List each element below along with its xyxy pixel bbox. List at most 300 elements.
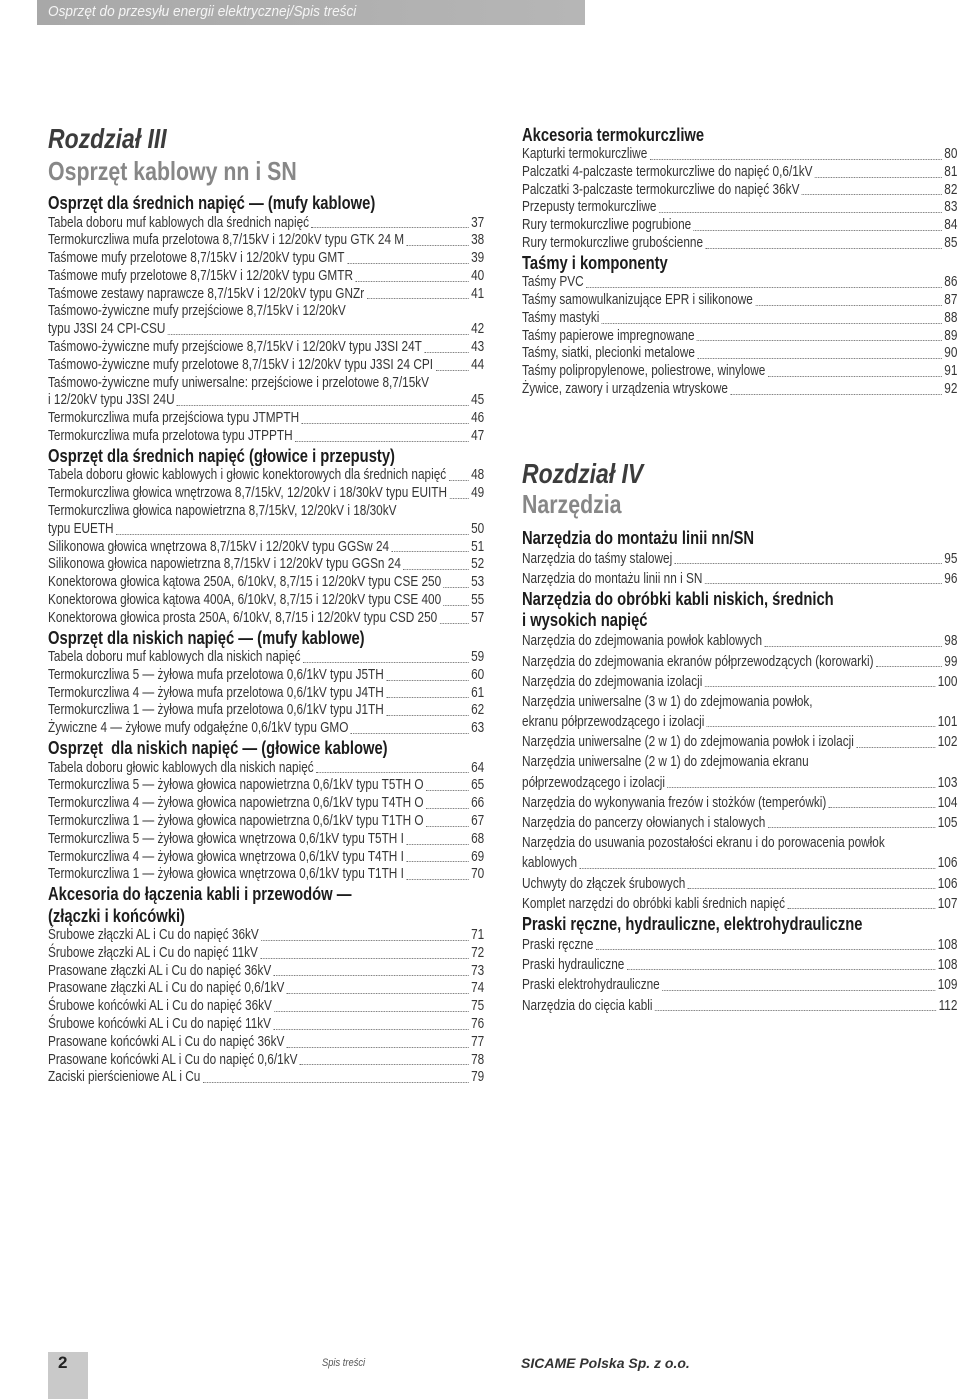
toc-entry-title: Narzędzia do taśmy stalowej: [522, 550, 673, 567]
toc-entry: [522, 894, 957, 914]
toc-entry-page: 47: [471, 428, 485, 445]
toc-entry-title: Taśmy polipropylenowe, poliestrowe, winylowe: [522, 363, 766, 380]
toc-entry: [48, 777, 484, 795]
dot-leader: [675, 563, 942, 564]
toc-entry-page: 42: [471, 321, 485, 338]
toc-entry-page: 43: [471, 339, 485, 356]
toc-entry: [48, 831, 484, 849]
dot-leader: [392, 551, 469, 552]
dot-leader: [586, 287, 942, 288]
toc-entry-title: Zaciski pierścieniowe AL i Cu: [48, 1069, 201, 1086]
toc-entry-page: 45: [471, 392, 485, 409]
toc-entry-title: Taśmy samowulkanizujące EPR i silikonowe: [522, 292, 753, 309]
dot-leader: [386, 680, 468, 681]
toc-entry-title: Prasowane końcówki AL i Cu do napięć 0,6/1kV: [48, 1051, 298, 1068]
section-heading: Narzędzia do obróbki kabli niskich, średnich: [522, 589, 834, 610]
dot-leader: [788, 908, 936, 909]
toc-entry: [522, 935, 957, 955]
toc-entry-title: Termokurczliwa 4 — żyłowa mufa przelotowa 0,6/1kV typu J4TH: [48, 684, 384, 701]
toc-entry: [48, 1069, 484, 1087]
toc-entry-page: 64: [471, 759, 485, 776]
toc-entry-title: Prasowane końcówki AL i Cu do napięć 36kV: [48, 1033, 285, 1050]
dot-leader: [449, 498, 468, 499]
toc-entry-title: Rury termokurczliwe grubościenne: [522, 234, 704, 251]
toc-column-right-continued: [522, 125, 957, 399]
toc-entry: [48, 1034, 484, 1052]
toc-entry: [48, 574, 484, 592]
toc-entry-page: 74: [471, 980, 485, 997]
dot-leader: [444, 605, 469, 606]
toc-entry-page: 44: [471, 356, 485, 373]
toc-section: [522, 253, 957, 399]
toc-entry-title: Taśmy, siatki, plecionki metalowe: [522, 345, 695, 362]
toc-entry-title: Narzędzia do wykonywania frezów i stożków (temperówki): [522, 794, 827, 811]
toc-entry-title: Taśmowo-żywiczne mufy przelotowe 8,7/15kV i 12/20kV typu J3SI 24 CPI: [48, 356, 434, 373]
toc-entry-page: 55: [471, 591, 485, 608]
dot-leader: [755, 305, 942, 306]
toc-entry-title: Śrubowe złączki AL i Cu do napięć 11kV: [48, 944, 258, 961]
toc-entry-line: [522, 833, 957, 853]
toc-entry: [48, 702, 484, 720]
toc-entry: [48, 392, 484, 410]
dot-leader: [316, 772, 469, 773]
toc-entry-title: Śrubowe złączki AL i Cu do napięć 36kV: [48, 927, 259, 944]
toc-entry-page: 80: [944, 146, 958, 162]
toc-entry-title: Komplet narzędzi do obróbki kabli średnich napięć: [522, 895, 786, 912]
dot-leader: [355, 281, 468, 282]
toc-entry: [522, 631, 957, 651]
toc-entry: [522, 363, 957, 381]
dot-leader: [768, 376, 942, 377]
toc-entry: [48, 521, 484, 539]
toc-entry-page: 50: [471, 520, 485, 537]
dot-leader: [403, 569, 468, 570]
section-heading: Praski ręczne, hydrauliczne, elektrohydrauliczne: [522, 914, 863, 934]
toc-entry: [522, 569, 957, 589]
toc-entry-page: 102: [937, 734, 958, 751]
toc-entry-page: 88: [944, 309, 958, 326]
dot-leader: [261, 940, 468, 941]
toc-entry-page: 106: [937, 875, 958, 892]
toc-entry-title: Taśmowo-żywiczne mufy przejściowe 8,7/15kV i 12/20kV typu J3SI 24T: [48, 339, 422, 356]
toc-entry-page: 48: [471, 467, 485, 484]
dot-leader: [424, 352, 468, 353]
toc-entry-title: Termokurczliwa 4 — żyłowa głowica napowietrzna 0,6/1kV typu T4TH O: [48, 795, 424, 812]
dot-leader: [856, 747, 935, 748]
dot-leader: [407, 245, 469, 246]
dot-leader: [688, 888, 935, 889]
toc-entry-page: 90: [944, 345, 958, 362]
toc-entry: [522, 235, 957, 253]
toc-entry: [522, 199, 957, 217]
toc-entry-title: Palczatki 4-palczaste termokurczliwe do napięć 0,6/1kV: [522, 163, 813, 180]
toc-entry-page: 39: [471, 250, 485, 267]
dot-leader: [367, 298, 469, 299]
toc-entry-page: 72: [471, 944, 485, 961]
section-heading: Osprzęt dla niskich napięć — (mufy kablowe): [48, 627, 365, 648]
footer-company-name: SICAME Polska Sp. z o.o.: [521, 1355, 690, 1371]
toc-entry-page: 77: [471, 1033, 485, 1050]
toc-entry: [522, 672, 957, 692]
toc-entry: [48, 963, 484, 981]
toc-entry: [522, 549, 957, 569]
toc-entry-line: [522, 692, 957, 712]
toc-entry: [48, 667, 484, 685]
toc-entry: [48, 720, 484, 738]
dot-leader: [274, 1011, 468, 1012]
toc-entry-page: 86: [944, 274, 958, 291]
footer-section-label: Spis treści: [322, 1357, 366, 1369]
toc-entry: [48, 428, 484, 446]
toc-entry-line: [48, 303, 484, 321]
toc-entry-title: kablowych: [522, 855, 578, 872]
toc-entry-page: 40: [471, 267, 485, 284]
toc-entry: [522, 292, 957, 310]
dot-leader: [287, 993, 469, 994]
toc-entry: [48, 927, 484, 945]
toc-column-left: [48, 193, 484, 1087]
dot-leader: [426, 826, 469, 827]
toc-entry: [522, 164, 957, 182]
toc-entry-title: Termokurczliwa 1 — żyłowa głowica wnętrzowa 0,6/1kV typu T1TH I: [48, 866, 404, 883]
dot-leader: [707, 726, 935, 727]
toc-entry-title: Narzędzia uniwersalne (3 w 1) do zdejmowania powłok,: [522, 693, 813, 710]
toc-entry-title: Termokurczliwa mufa przelotowa 8,7/15kV i 12/20kV typu GTK 24 M: [48, 232, 405, 249]
toc-entry-title: Konektorowa głowica kątowa 400A, 6/10kV, 8,7/15 i 12/20kV typu CSE 400: [48, 591, 442, 608]
toc-entry-page: 87: [944, 292, 958, 309]
toc-entry-page: 100: [937, 673, 958, 690]
toc-entry: [48, 215, 484, 233]
toc-entry-title: Termokurczliwa 5 — żyłowa głowica wnętrzowa 0,6/1kV typu T5TH I: [48, 830, 404, 847]
page-number-box: [48, 1352, 88, 1399]
dot-leader: [168, 334, 469, 335]
dot-leader: [596, 949, 935, 950]
dot-leader: [876, 666, 942, 667]
toc-entry: [522, 217, 957, 235]
toc-entry-page: 95: [944, 550, 958, 567]
toc-entry-page: 65: [471, 777, 485, 794]
toc-section: [48, 738, 484, 884]
toc-entry-title: Śrubowe końcówki AL i Cu do napięć 11kV: [48, 1016, 272, 1033]
toc-entry-page: 106: [937, 855, 958, 872]
toc-entry-page: 59: [471, 649, 485, 666]
running-header: [37, 0, 585, 25]
toc-entry-title: Termokurczliwa 1 — żyłowa mufa przelotowa 0,6/1kV typu J1TH: [48, 702, 384, 719]
toc-entry-page: 112: [938, 997, 958, 1014]
toc-entry-page: 66: [471, 795, 485, 812]
toc-entry: [522, 310, 957, 328]
toc-entry-page: 73: [471, 962, 485, 979]
dot-leader: [705, 686, 935, 687]
toc-column-right: [522, 528, 957, 1016]
toc-entry-title: Narzędzia do zdejmowania izolacji: [522, 673, 703, 690]
dot-leader: [705, 583, 942, 584]
toc-entry-title: Termokurczliwa 5 — żyłowa mufa przelotowa 0,6/1kV typu J5TH: [48, 666, 384, 683]
toc-entry-title: Taśmy PVC: [522, 274, 584, 291]
toc-entry-title: Termokurczliwa mufa przelotowa typu JTPPTH: [48, 428, 293, 445]
toc-entry-title: Termokurczliwa 4 — żyłowa głowica wnętrzowa 0,6/1kV typu T4TH I: [48, 848, 404, 865]
toc-entry: [522, 874, 957, 894]
toc-entry: [48, 592, 484, 610]
toc-entry-page: 70: [471, 866, 485, 883]
toc-entry: [48, 760, 484, 778]
toc-entry-page: 52: [471, 556, 485, 573]
toc-entry-title: Narzędzia do usuwania pozostałości ekranu i do porowacenia powłok: [522, 835, 885, 852]
toc-entry: [48, 268, 484, 286]
toc-entry-page: 91: [944, 363, 958, 380]
toc-entry: [48, 980, 484, 998]
dot-leader: [697, 358, 941, 359]
toc-section: [48, 446, 484, 628]
toc-entry-page: 67: [471, 812, 485, 829]
toc-entry-page: 79: [471, 1069, 485, 1086]
dot-leader: [705, 248, 941, 249]
chapter-title: Narzędzia: [522, 489, 622, 519]
dot-leader: [386, 715, 468, 716]
toc-entry: [522, 381, 957, 399]
toc-entry-page: 98: [944, 633, 958, 650]
toc-entry: [48, 286, 484, 304]
toc-entry: [522, 712, 957, 732]
toc-entry-page: 57: [471, 609, 485, 626]
toc-entry: [48, 467, 484, 485]
toc-entry-page: 96: [944, 571, 958, 588]
toc-entry-title: ekranu półprzewodzącego i izolacji: [522, 714, 705, 731]
toc-section: [522, 528, 957, 589]
dot-leader: [273, 1029, 468, 1030]
toc-entry: [48, 649, 484, 667]
toc-entry-page: 81: [944, 163, 958, 180]
toc-entry-title: Tabela doboru muf kablowych dla niskich napięć: [48, 649, 301, 666]
toc-entry-title: Konektorowa głowica kątowa 250A, 6/10kV, 8,7/15 i 12/20kV typu CSE 250: [48, 574, 442, 591]
toc-section: [48, 884, 484, 1087]
running-header-title: Osprzęt do przesyłu energii elektrycznej/Spis treści: [48, 4, 357, 20]
dot-leader: [274, 975, 469, 976]
toc-entry-page: 37: [471, 214, 485, 231]
toc-entry-page: 75: [471, 998, 485, 1015]
toc-entry-page: 103: [937, 774, 958, 791]
dot-leader: [815, 177, 942, 178]
toc-entry: [48, 998, 484, 1016]
toc-entry-title: Narzędzia do pancerzy ołowianych i stalowych: [522, 815, 766, 832]
dot-leader: [655, 1010, 936, 1011]
toc-entry-page: 76: [471, 1016, 485, 1033]
toc-entry-title: Uchwyty do złączek śrubowych: [522, 875, 686, 892]
toc-entry-page: 63: [471, 720, 485, 737]
toc-entry-title: Taśmowo-żywiczne mufy uniwersalne: przejściowe i przelotowe 8,7/15kV: [48, 374, 430, 391]
section-heading: Akcesoria do łączenia kabli i przewodów —: [48, 884, 352, 905]
dot-leader: [694, 230, 942, 231]
dot-leader: [302, 423, 469, 424]
dot-leader: [440, 623, 469, 624]
toc-entry-title: Termokurczliwa głowica wnętrzowa 8,7/15kV, 12/20kV i 18/30kV typu EUITH: [48, 485, 447, 502]
toc-entry-title: Taśmowe zestawy naprawcze 8,7/15kV i 12/20kV typu GNZr: [48, 285, 365, 302]
toc-entry-title: Rury termokurczliwe pogrubione: [522, 217, 692, 234]
dot-leader: [386, 697, 468, 698]
toc-entry-title: Kapturki termokurczliwe: [522, 146, 648, 162]
toc-entry-page: 82: [944, 181, 958, 198]
dot-leader: [300, 1064, 469, 1065]
dot-leader: [602, 323, 942, 324]
toc-entry-title: Praski ręczne: [522, 936, 594, 953]
toc-entry-title: Narzędzia uniwersalne (2 w 1) do zdejmowania ekranu: [522, 754, 809, 771]
toc-entry: [522, 813, 957, 833]
toc-entry-title: Taśmy papierowe impregnowane: [522, 327, 695, 344]
toc-entry-page: 38: [471, 232, 485, 249]
toc-entry-page: 108: [937, 936, 958, 953]
dot-leader: [312, 227, 469, 228]
toc-entry-title: Żywice, zawory i urządzenia wtryskowe: [522, 381, 728, 398]
toc-entry: [48, 339, 484, 357]
dot-leader: [406, 861, 468, 862]
chapter-label: Rozdział III: [48, 123, 167, 154]
dot-leader: [829, 807, 936, 808]
dot-leader: [116, 534, 469, 535]
toc-entry: [48, 1052, 484, 1070]
dot-leader: [627, 969, 935, 970]
toc-entry: [522, 274, 957, 292]
section-heading: Narzędzia do montażu linii nn/SN: [522, 528, 755, 548]
toc-entry-title: Praski hydrauliczne: [522, 957, 625, 974]
toc-entry-page: 99: [944, 653, 958, 670]
toc-entry: [48, 321, 484, 339]
section-heading: Taśmy i komponenty: [522, 252, 668, 273]
toc-entry-title: Termokurczliwa 1 — żyłowa głowica napowietrzna 0,6/1kV typu T1TH O: [48, 812, 424, 829]
toc-section: [48, 628, 484, 738]
toc-entry: [522, 996, 957, 1016]
toc-entry-page: 108: [937, 957, 958, 974]
toc-entry-title: Przepusty termokurczliwe: [522, 199, 657, 216]
toc-entry-title: Narzędzia uniwersalne (2 w 1) do zdejmowania powłok i izolacji: [522, 734, 854, 751]
toc-entry-title: Palczatki 3-palczaste termokurczliwe do napięć 36kV: [522, 181, 800, 198]
toc-entry-title: Konektorowa głowica prosta 250A, 6/10kV, 8,7/15 i 12/20kV typu CSD 250: [48, 609, 438, 626]
toc-entry-title: Narzędzia do montażu linii nn i SN: [522, 571, 703, 588]
toc-entry-page: 61: [471, 684, 485, 701]
toc-entry-title: typu EUETH: [48, 520, 114, 537]
toc-entry-title: Narzędzia do zdejmowania powłok kablowych: [522, 633, 763, 650]
toc-entry: [48, 357, 484, 375]
dot-leader: [768, 827, 935, 828]
toc-entry-page: 62: [471, 702, 485, 719]
dot-leader: [662, 990, 935, 991]
toc-entry-title: Tabela doboru głowic kablowych i głowic konektorowych dla średnich napięć: [48, 467, 447, 484]
toc-entry-page: 89: [944, 327, 958, 344]
toc-entry-title: Silikonowa głowica wnętrzowa 8,7/15kV i 12/20kV typu GGSw 24: [48, 538, 390, 555]
toc-entry: [48, 485, 484, 503]
toc-section: [522, 914, 957, 1016]
toc-entry-title: Termokurczliwa głowica napowietrzna 8,7/15kV, 12/20kV i 18/30kV: [48, 502, 397, 519]
toc-entry-page: 71: [471, 927, 485, 944]
dot-leader: [449, 480, 469, 481]
toc-entry-page: 83: [944, 199, 958, 216]
toc-entry-page: 109: [937, 977, 958, 994]
dot-leader: [444, 587, 469, 588]
toc-entry: [48, 556, 484, 574]
toc-entry: [522, 652, 957, 672]
toc-entry-line: [48, 375, 484, 393]
toc-entry-title: Termokurczliwa 5 — żyłowa głowica napowietrzna 0,6/1kV typu T5TH O: [48, 777, 424, 794]
dot-leader: [295, 441, 469, 442]
dot-leader: [177, 405, 469, 406]
toc-entry-title: Taśmowo-żywiczne mufy przejściowe 8,7/15kV i 12/20kV: [48, 303, 346, 320]
dot-leader: [435, 370, 468, 371]
toc-entry: [522, 975, 957, 995]
toc-entry-title: Termokurczliwa mufa przejściowa typu JTMPTH: [48, 410, 300, 427]
toc-entry: [522, 732, 957, 752]
toc-entry-title: Praski elektrohydrauliczne: [522, 977, 660, 994]
toc-entry-title: Prasowane złączki AL i Cu do napięć 36kV: [48, 962, 272, 979]
toc-entry: [48, 250, 484, 268]
toc-entry-title: półprzewodzącego i izolacji: [522, 774, 666, 791]
dot-leader: [730, 394, 941, 395]
toc-entry-line: [522, 753, 957, 773]
section-heading: i wysokich napięć: [522, 610, 648, 631]
toc-entry: [48, 685, 484, 703]
toc-entry-title: Narzędzia do zdejmowania ekranów półprzewodzących (korowarki): [522, 653, 874, 670]
dot-leader: [347, 263, 469, 264]
section-heading: Osprzęt dla średnich napięć — (mufy kablowe): [48, 193, 376, 213]
toc-entry: [48, 866, 484, 884]
section-heading: Osprzęt dla niskich napięć — (głowice kablowe): [48, 738, 388, 759]
toc-entry-page: 92: [944, 381, 958, 398]
section-heading: Akcesoria termokurczliwe: [522, 124, 705, 145]
section-heading: Osprzęt dla średnich napięć (głowice i przepusty): [48, 445, 395, 466]
dot-leader: [406, 844, 468, 845]
toc-section: [522, 589, 957, 914]
toc-entry: [522, 773, 957, 793]
toc-section: [48, 193, 484, 446]
dot-leader: [697, 340, 942, 341]
dot-leader: [650, 159, 942, 160]
toc-entry-page: 84: [944, 217, 958, 234]
toc-entry: [522, 328, 957, 346]
toc-entry: [48, 795, 484, 813]
toc-entry: [522, 146, 957, 164]
toc-entry: [522, 853, 957, 873]
toc-entry: [48, 539, 484, 557]
toc-entry-title: Silikonowa głowica napowietrzna 8,7/15kV i 12/20kV typu GGSn 24: [48, 556, 401, 573]
toc-entry: [522, 793, 957, 813]
toc-entry-page: 60: [471, 666, 485, 683]
page-number: 2: [58, 1353, 68, 1372]
dot-leader: [765, 646, 942, 647]
toc-entry-title: Narzędzia do cięcia kabli: [522, 997, 653, 1014]
dot-leader: [287, 1047, 469, 1048]
dot-leader: [426, 808, 469, 809]
toc-section: [522, 125, 957, 253]
toc-entry-page: 53: [471, 574, 485, 591]
section-heading: (złączki i końcówki): [48, 905, 185, 926]
toc-entry-page: 104: [937, 794, 958, 811]
toc-entry: [48, 410, 484, 428]
toc-entry: [522, 182, 957, 200]
toc-entry: [48, 1016, 484, 1034]
toc-entry: [522, 955, 957, 975]
dot-leader: [659, 212, 942, 213]
dot-leader: [406, 879, 468, 880]
toc-entry-page: 85: [944, 234, 958, 251]
toc-entry-title: Taśmowe mufy przelotowe 8,7/15kV i 12/20kV typu GMT: [48, 250, 345, 267]
toc-entry: [48, 610, 484, 628]
toc-entry-title: Taśmy mastyki: [522, 309, 600, 326]
toc-entry-page: 51: [471, 538, 485, 555]
toc-entry-page: 105: [937, 815, 958, 832]
toc-entry-page: 46: [471, 410, 485, 427]
toc-entry-page: 107: [937, 895, 958, 912]
dot-leader: [667, 787, 935, 788]
toc-entry-title: Żywiczne 4 — żyłowe mufy odgałęźne 0,6/1kV typu GMO: [48, 720, 349, 737]
dot-leader: [426, 790, 469, 791]
